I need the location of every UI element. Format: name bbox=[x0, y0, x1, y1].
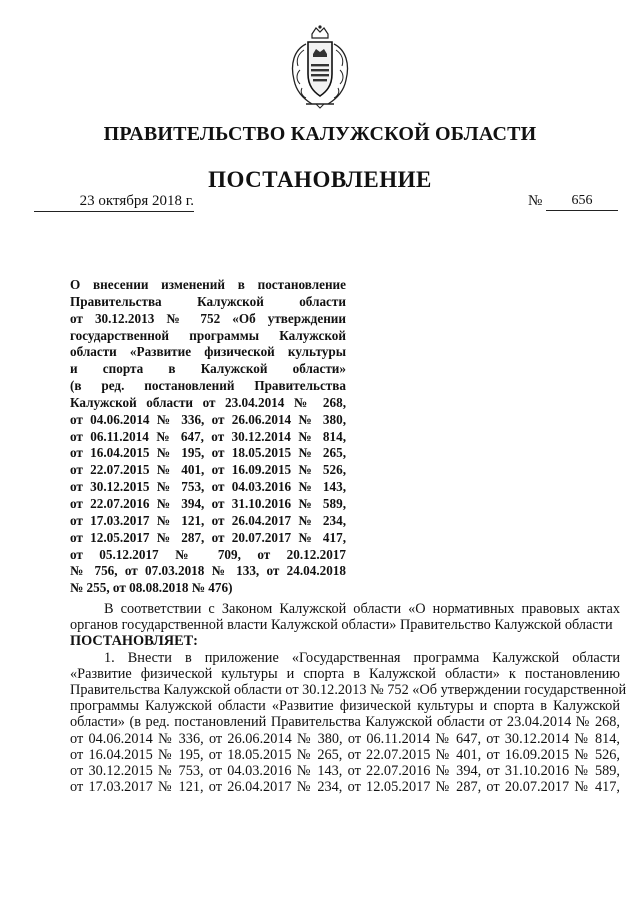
subject-line: Правительства Калужской области bbox=[70, 293, 346, 309]
document-number: 656 bbox=[546, 193, 618, 211]
subject-line: государственной программы Калужской bbox=[70, 327, 346, 343]
item-line: «Развитие физической культуры и спорта в Калужской области» к постановлению bbox=[70, 665, 620, 682]
government-title: ПРАВИТЕЛЬСТВО КАЛУЖСКОЙ ОБЛАСТИ bbox=[103, 123, 537, 145]
preamble-line: В соответствии с Законом Калужской области «О нормативных правовых актах bbox=[104, 601, 620, 617]
subject-line: (в ред. постановлений Правительства bbox=[70, 378, 346, 394]
subject-line: О внесении изменений в постановление bbox=[70, 277, 346, 292]
subject-line: от 16.04.2015 № 195, от 18.05.2015 № 265, bbox=[70, 445, 346, 461]
number-label: № bbox=[528, 193, 543, 209]
document-date: 23 октября 2018 г. bbox=[34, 193, 194, 212]
item-line: от 17.03.2017 № 121, от 26.04.2017 № 234, от 12.05.2017 № 287, от 20.07.2017 № 417, bbox=[70, 779, 620, 796]
subject-line: № 255, от 08.08.2018 № 476) bbox=[70, 580, 233, 596]
subject-line: от 17.03.2017 № 121, от 26.04.2017 № 234, bbox=[70, 512, 346, 528]
subject-line: № 756, от 07.03.2018 № 133, от 24.04.2018 bbox=[70, 563, 346, 579]
preamble-line: органов государственной власти Калужской области» Правительство Калужской области bbox=[70, 617, 613, 634]
item-line: Правительства Калужской области от 30.12.2013 № 752 «Об утверждении государственной bbox=[70, 682, 627, 699]
item-line: от 04.06.2014 № 336, от 26.06.2014 № 380, от 06.11.2014 № 647, от 30.12.2014 № 814, bbox=[70, 730, 620, 747]
item-line: области» (в ред. постановлений Правительства Калужской области от 23.04.2014 № 268, bbox=[70, 714, 620, 731]
subject-line: от 06.11.2014 № 647, от 30.12.2014 № 814, bbox=[70, 428, 346, 444]
resolution-body bbox=[70, 601, 627, 796]
item-line: от 30.12.2015 № 753, от 04.03.2016 № 143, от 22.07.2016 № 394, от 31.10.2016 № 589, bbox=[70, 763, 620, 780]
resolution-subject bbox=[70, 277, 346, 597]
item-line: программы Калужской области «Развитие физической культуры и спорта в Калужской bbox=[70, 698, 620, 715]
subject-line: от 12.05.2017 № 287, от 20.07.2017 № 417, bbox=[70, 529, 346, 545]
resolves-heading: ПОСТАНОВЛЯЕТ: bbox=[70, 633, 198, 650]
subject-line: от 30.12.2015 № 753, от 04.03.2016 № 143, bbox=[70, 479, 346, 495]
item-line: 1. Внести в приложение «Государственная программа Калужской области bbox=[104, 649, 620, 666]
subject-line: от 30.12.2013 № 752 «Об утверждении bbox=[70, 310, 346, 326]
subject-line: от 22.07.2016 № 394, от 31.10.2016 № 589, bbox=[70, 495, 346, 511]
coat-of-arms-emblem bbox=[286, 24, 354, 110]
subject-line: Калужской области от 23.04.2014 № 268, bbox=[70, 394, 346, 410]
item-line: от 16.04.2015 № 195, от 18.05.2015 № 265, от 22.07.2015 № 401, от 16.09.2015 № 526, bbox=[70, 746, 620, 763]
subject-line: области «Развитие физической культуры bbox=[70, 344, 346, 360]
document-type-title: ПОСТАНОВЛЕНИЕ bbox=[208, 167, 432, 192]
subject-line: от 22.07.2015 № 401, от 16.09.2015 № 526, bbox=[70, 462, 346, 478]
subject-line: от 04.06.2014 № 336, от 26.06.2014 № 380, bbox=[70, 411, 346, 427]
document-number-field bbox=[528, 193, 618, 211]
subject-line: и спорта в Калужской области» bbox=[70, 361, 346, 377]
subject-line: от 05.12.2017 № 709, от 20.12.2017 bbox=[70, 546, 346, 562]
